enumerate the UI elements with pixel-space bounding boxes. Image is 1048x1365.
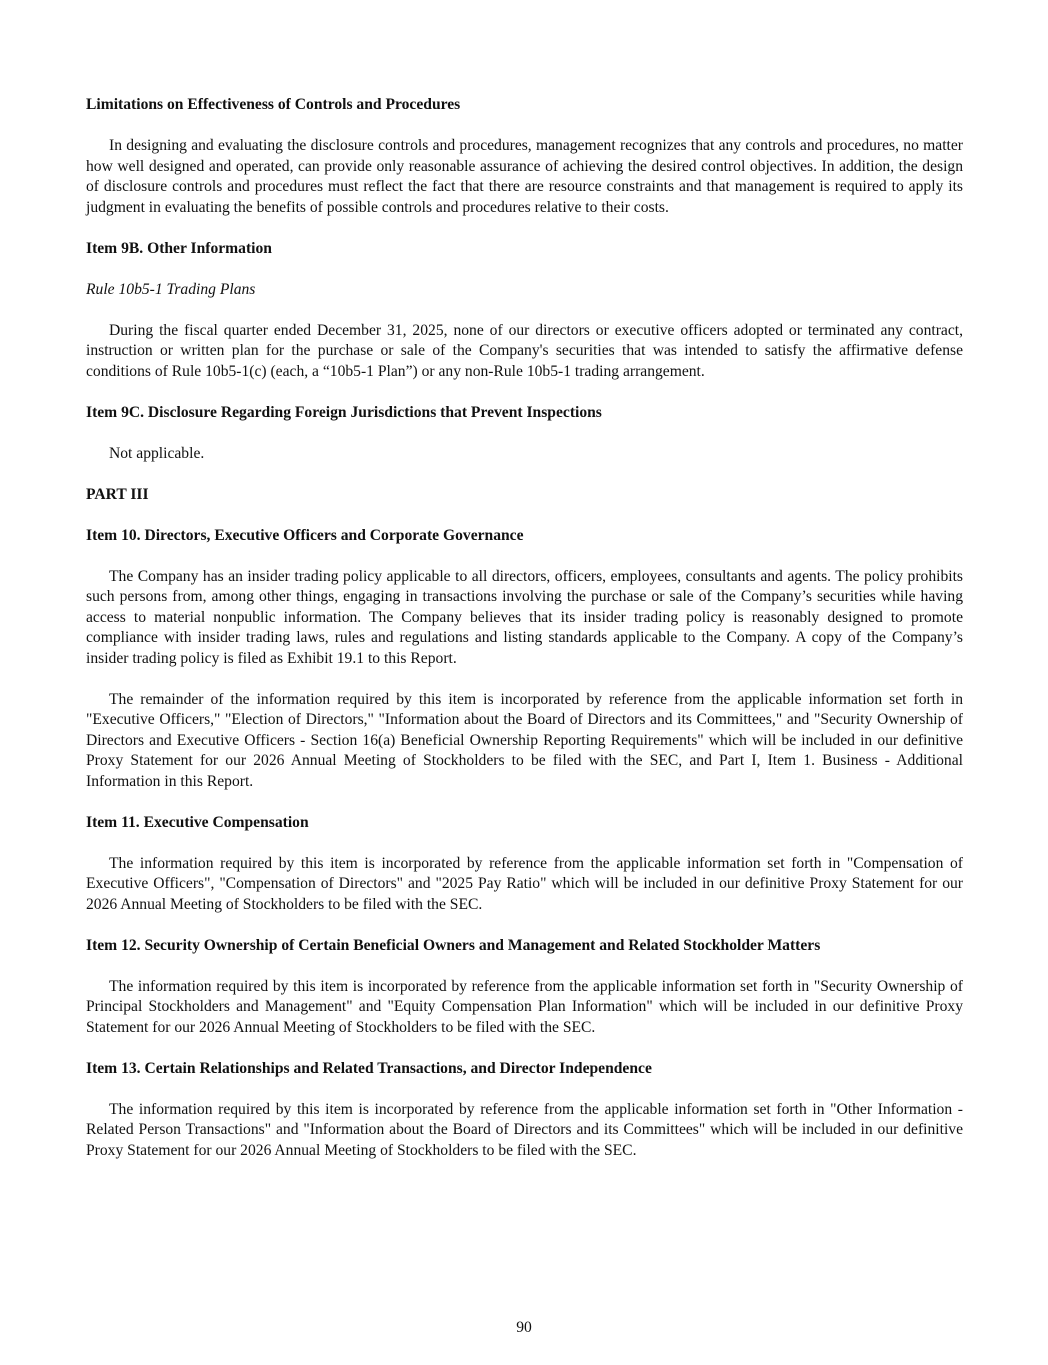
heading-part-iii: PART III xyxy=(86,485,149,503)
paragraph-item-12: The information required by this item is incorporated by reference from the applicable information set forth in "Security Ownership of Principal Stockholders and Management" and "Equity Compensation Plan Information" which will be included in our definitive Proxy Statement for our 2026 Annual Meeting of Stockholders to be filed with the SEC. xyxy=(86,977,963,1036)
paragraph-item-10-policy: The Company has an insider trading policy applicable to all directors, officers, employees, consultants and agents. The policy prohibits such persons from, among other things, engaging in transactions involving the purchase or sale of the Company’s securities while having access to material nonpublic information. The Company believes that its insider trading policy is reasonably designed to promote compliance with insider trading laws, rules and regulations and listing standards applicable to the Company. A copy of the Company’s insider trading policy is filed as Exhibit 19.1 to this Report. xyxy=(86,567,963,667)
heading-item-10: Item 10. Directors, Executive Officers and Corporate Governance xyxy=(86,526,524,544)
heading-item-9b: Item 9B. Other Information xyxy=(86,239,272,257)
paragraph-item-10-remainder: The remainder of the information required by this item is incorporated by reference from the applicable information set forth in "Executive Officers," "Election of Directors," "Information about the Board of Directors and its Committees," and "Security Ownership of Directors and Executive Officers - Section 16(a) Beneficial Ownership Reporting Requirements" which will be included in our definitive Proxy Statement for our 2026 Annual Meeting of Stockholders to be filed with the SEC, and Part I, Item 1. Business - Additional Information in this Report. xyxy=(86,690,963,790)
subheading-rule-10b5-1: Rule 10b5-1 Trading Plans xyxy=(86,280,256,298)
heading-item-13: Item 13. Certain Relationships and Related Transactions, and Director Independence xyxy=(86,1059,652,1077)
document-page xyxy=(86,95,963,1182)
paragraph-item-11: The information required by this item is incorporated by reference from the applicable information set forth in "Compensation of Executive Officers", "Compensation of Directors" and "2025 Pay Ratio" which will be included in our definitive Proxy Statement for our 2026 Annual Meeting of Stockholders to be filed with the SEC. xyxy=(86,854,963,913)
heading-item-11: Item 11. Executive Compensation xyxy=(86,813,309,831)
paragraph-item-9b: During the fiscal quarter ended December 31, 2025, none of our directors or executive officers adopted or terminated any contract, instruction or written plan for the purchase or sale of the Company's securities that was intended to satisfy the affirmative defense conditions of Rule 10b5-1(c) (each, a “10b5-1 Plan”) or any non-Rule 10b5-1 trading arrangement. xyxy=(86,321,963,380)
heading-item-9c: Item 9C. Disclosure Regarding Foreign Jurisdictions that Prevent Inspections xyxy=(86,403,602,421)
page-number: 90 xyxy=(516,1319,532,1336)
heading-limitations: Limitations on Effectiveness of Controls and Procedures xyxy=(86,96,461,113)
heading-item-12: Item 12. Security Ownership of Certain Beneficial Owners and Management and Related Stockholder Matters xyxy=(86,936,821,954)
paragraph-item-13: The information required by this item is incorporated by reference from the applicable information set forth in "Other Information - Related Person Transactions" and "Information about the Board of Directors and its Committees" which will be included in our definitive Proxy Statement for our 2026 Annual Meeting of Stockholders to be filed with the SEC. xyxy=(86,1100,963,1159)
paragraph-item-9c: Not applicable. xyxy=(109,444,205,462)
paragraph-limitations: In designing and evaluating the disclosure controls and procedures, management recognizes that any controls and procedures, no matter how well designed and operated, can provide only reasonable assurance of achieving the desired control objectives. In addition, the design of disclosure controls and procedures must reflect the fact that there are resource constraints and that management is required to apply its judgment in evaluating the benefits of possible controls and procedures relative to their costs. xyxy=(86,137,963,216)
